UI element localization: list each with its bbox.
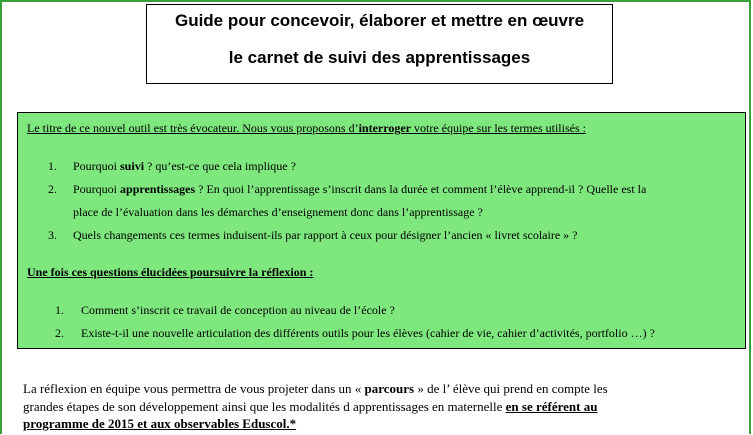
question-1 — [73, 159, 296, 174]
intro-after: votre équipe sur les termes utilisés : — [411, 121, 586, 135]
title-line-2: le carnet de suivi des apprentissages — [228, 48, 531, 67]
closing-line-2 — [23, 399, 739, 415]
question-1-before: Pourquoi — [73, 159, 121, 173]
question-2-bold: apprentissages — [120, 182, 196, 196]
followup-2-number: 2. — [55, 326, 64, 340]
closing-reference-start: en se référent au — [505, 399, 598, 414]
question-1-after: ? qu’est-ce que cela implique ? — [144, 159, 296, 173]
question-2-number: 2. — [48, 182, 57, 196]
followup-2: Existe-t-il une nouvelle articulation des différents outils pour les élèves (cahier de vie, cahier d’activités, portfolio …) ? — [81, 326, 655, 340]
question-2-before: Pourquoi — [73, 182, 121, 196]
closing-line-2-before: grandes étapes de son développement ainsi que les modalités d apprentissages en maternelle — [23, 399, 506, 414]
followup-1: Comment s’inscrit ce travail de conception au niveau de l’école ? — [81, 303, 395, 317]
question-3: Quels changements ces termes induisent-ils par rapport à ceux pour désigner l’ancien « livret scolaire » ? — [73, 228, 578, 242]
question-2 — [73, 182, 646, 197]
question-3-number: 3. — [48, 228, 57, 242]
intro-bold: interroger — [358, 121, 412, 135]
closing-line-1-after: » de l’ élève qui prend en compte les — [414, 381, 608, 396]
intro-text — [27, 121, 586, 136]
intro-before: Le titre de ce nouvel outil est très évocateur. Nous vous proposons d’ — [27, 121, 359, 135]
closing-line-1 — [23, 381, 739, 397]
section-heading: Une fois ces questions élucidées poursuivre la réflexion : — [27, 265, 314, 279]
closing-bold: parcours — [364, 381, 415, 396]
question-2-continued: place de l’évaluation dans les démarches d’enseignement donc dans l’apprentissage ? — [73, 205, 483, 219]
questions-box — [17, 112, 746, 349]
question-2-after: ? En quoi l’apprentissage s’inscrit dans la durée et comment l’élève apprend-il ? Quelle est la — [195, 182, 647, 196]
closing-line-1-before: La réflexion en équipe vous permettra de vous projeter dans un « — [23, 381, 365, 396]
question-1-bold: suivi — [120, 159, 145, 173]
followup-1-number: 1. — [55, 303, 64, 317]
title-line-1: Guide pour concevoir, élaborer et mettre en œuvre — [174, 11, 585, 30]
closing-line-3: programme de 2015 et aux observables Eduscol.* — [23, 416, 297, 431]
question-1-number: 1. — [48, 159, 57, 173]
title-box — [146, 4, 613, 84]
